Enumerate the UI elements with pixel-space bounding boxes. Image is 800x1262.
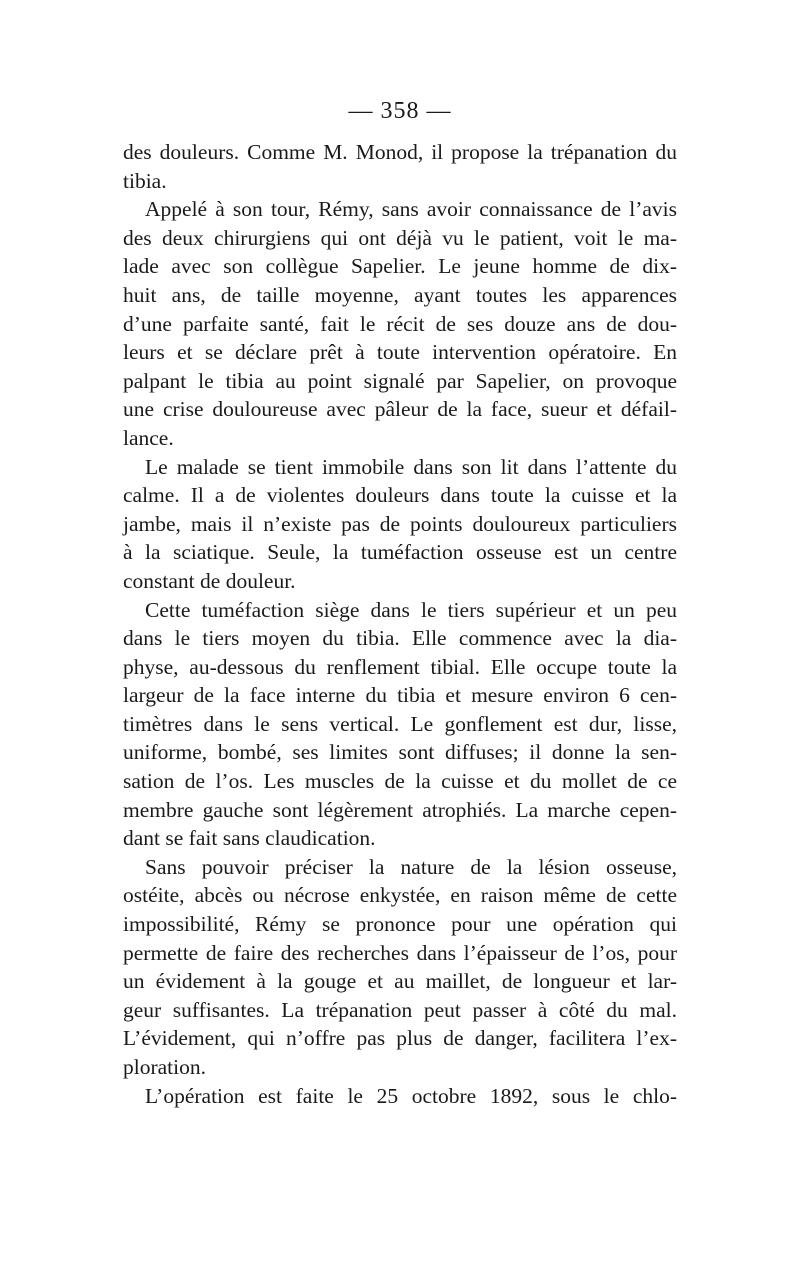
text-line: sation de l’os. Les muscles de la cuisse et du mollet de ce [123,769,677,794]
text-line: ploration. [123,1055,206,1079]
text-line: Cette tuméfaction siège dans le tiers supérieur et un peu [145,597,677,622]
text-line: des deux chirurgiens qui ont déjà vu le patient, voit le ma- [123,225,677,250]
text-line: largeur de la face interne du tibia et mesure environ 6 cen- [123,683,677,708]
text-line: ostéite, abcès ou nécrose enkystée, en raison même de cette [123,883,677,908]
body-text [123,138,677,1110]
text-line: lade avec son collègue Sapelier. Le jeune homme de dix- [123,254,677,279]
text-line: impossibilité, Rémy se prononce pour une opération qui [123,912,677,937]
text-line: L’évidement, qui n’offre pas plus de danger, facilitera l’ex- [123,1026,677,1051]
text-line: une crise douloureuse avec pâleur de la face, sueur et défail- [123,397,677,422]
text-line: palpant le tibia au point signalé par Sapelier, on provoque [123,368,677,393]
text-line: membre gauche sont légèrement atrophiés. La marche cepen- [123,797,677,822]
text-line: physe, au-dessous du renflement tibial. Elle occupe toute la [123,654,677,679]
text-line: dant se fait sans claudication. [123,826,376,851]
text-line: Le malade se tient immobile dans son lit dans l’attente du [145,454,677,479]
page-number: — 358 — [348,98,452,124]
text-line: jambe, mais il n’existe pas de points douloureux particuliers [123,511,677,536]
text-line: huit ans, de taille moyenne, ayant toutes les apparences [123,282,677,307]
text-line: constant de douleur. [123,568,296,593]
text-line: geur suffisantes. La trépanation peut passer à côté du mal. [123,997,677,1022]
text-line: L’opération est faite le 25 octobre 1892, sous le chlo- [145,1083,677,1108]
text-line: Appelé à son tour, Rémy, sans avoir connaissance de l’avis [145,197,677,222]
text-line: des douleurs. Comme M. Monod, il propose la trépanation du [123,140,677,164]
text-line: leurs et se déclare prêt à toute intervention opératoire. En [123,340,677,365]
text-line: Sans pouvoir préciser la nature de la lésion osseuse, [145,854,677,879]
text-line: uniforme, bombé, ses limites sont diffuses; il donne la sen- [123,740,677,765]
text-line: lance. [123,425,174,450]
text-line: à la sciatique. Seule, la tuméfaction osseuse est un centre [123,540,677,565]
text-line: timètres dans le sens vertical. Le gonflement est dur, lisse, [123,711,677,736]
text-line: permette de faire des recherches dans l’épaisseur de l’os, pour [123,940,677,965]
text-line: un évidement à la gouge et au maillet, de longueur et lar- [123,969,677,994]
text-line: calme. Il a de violentes douleurs dans toute la cuisse et la [123,483,677,508]
text-line: dans le tiers moyen du tibia. Elle commence avec la dia- [123,626,677,651]
text-line: d’une parfaite santé, fait le récit de ses douze ans de dou- [123,311,677,336]
text-line: tibia. [123,168,167,193]
